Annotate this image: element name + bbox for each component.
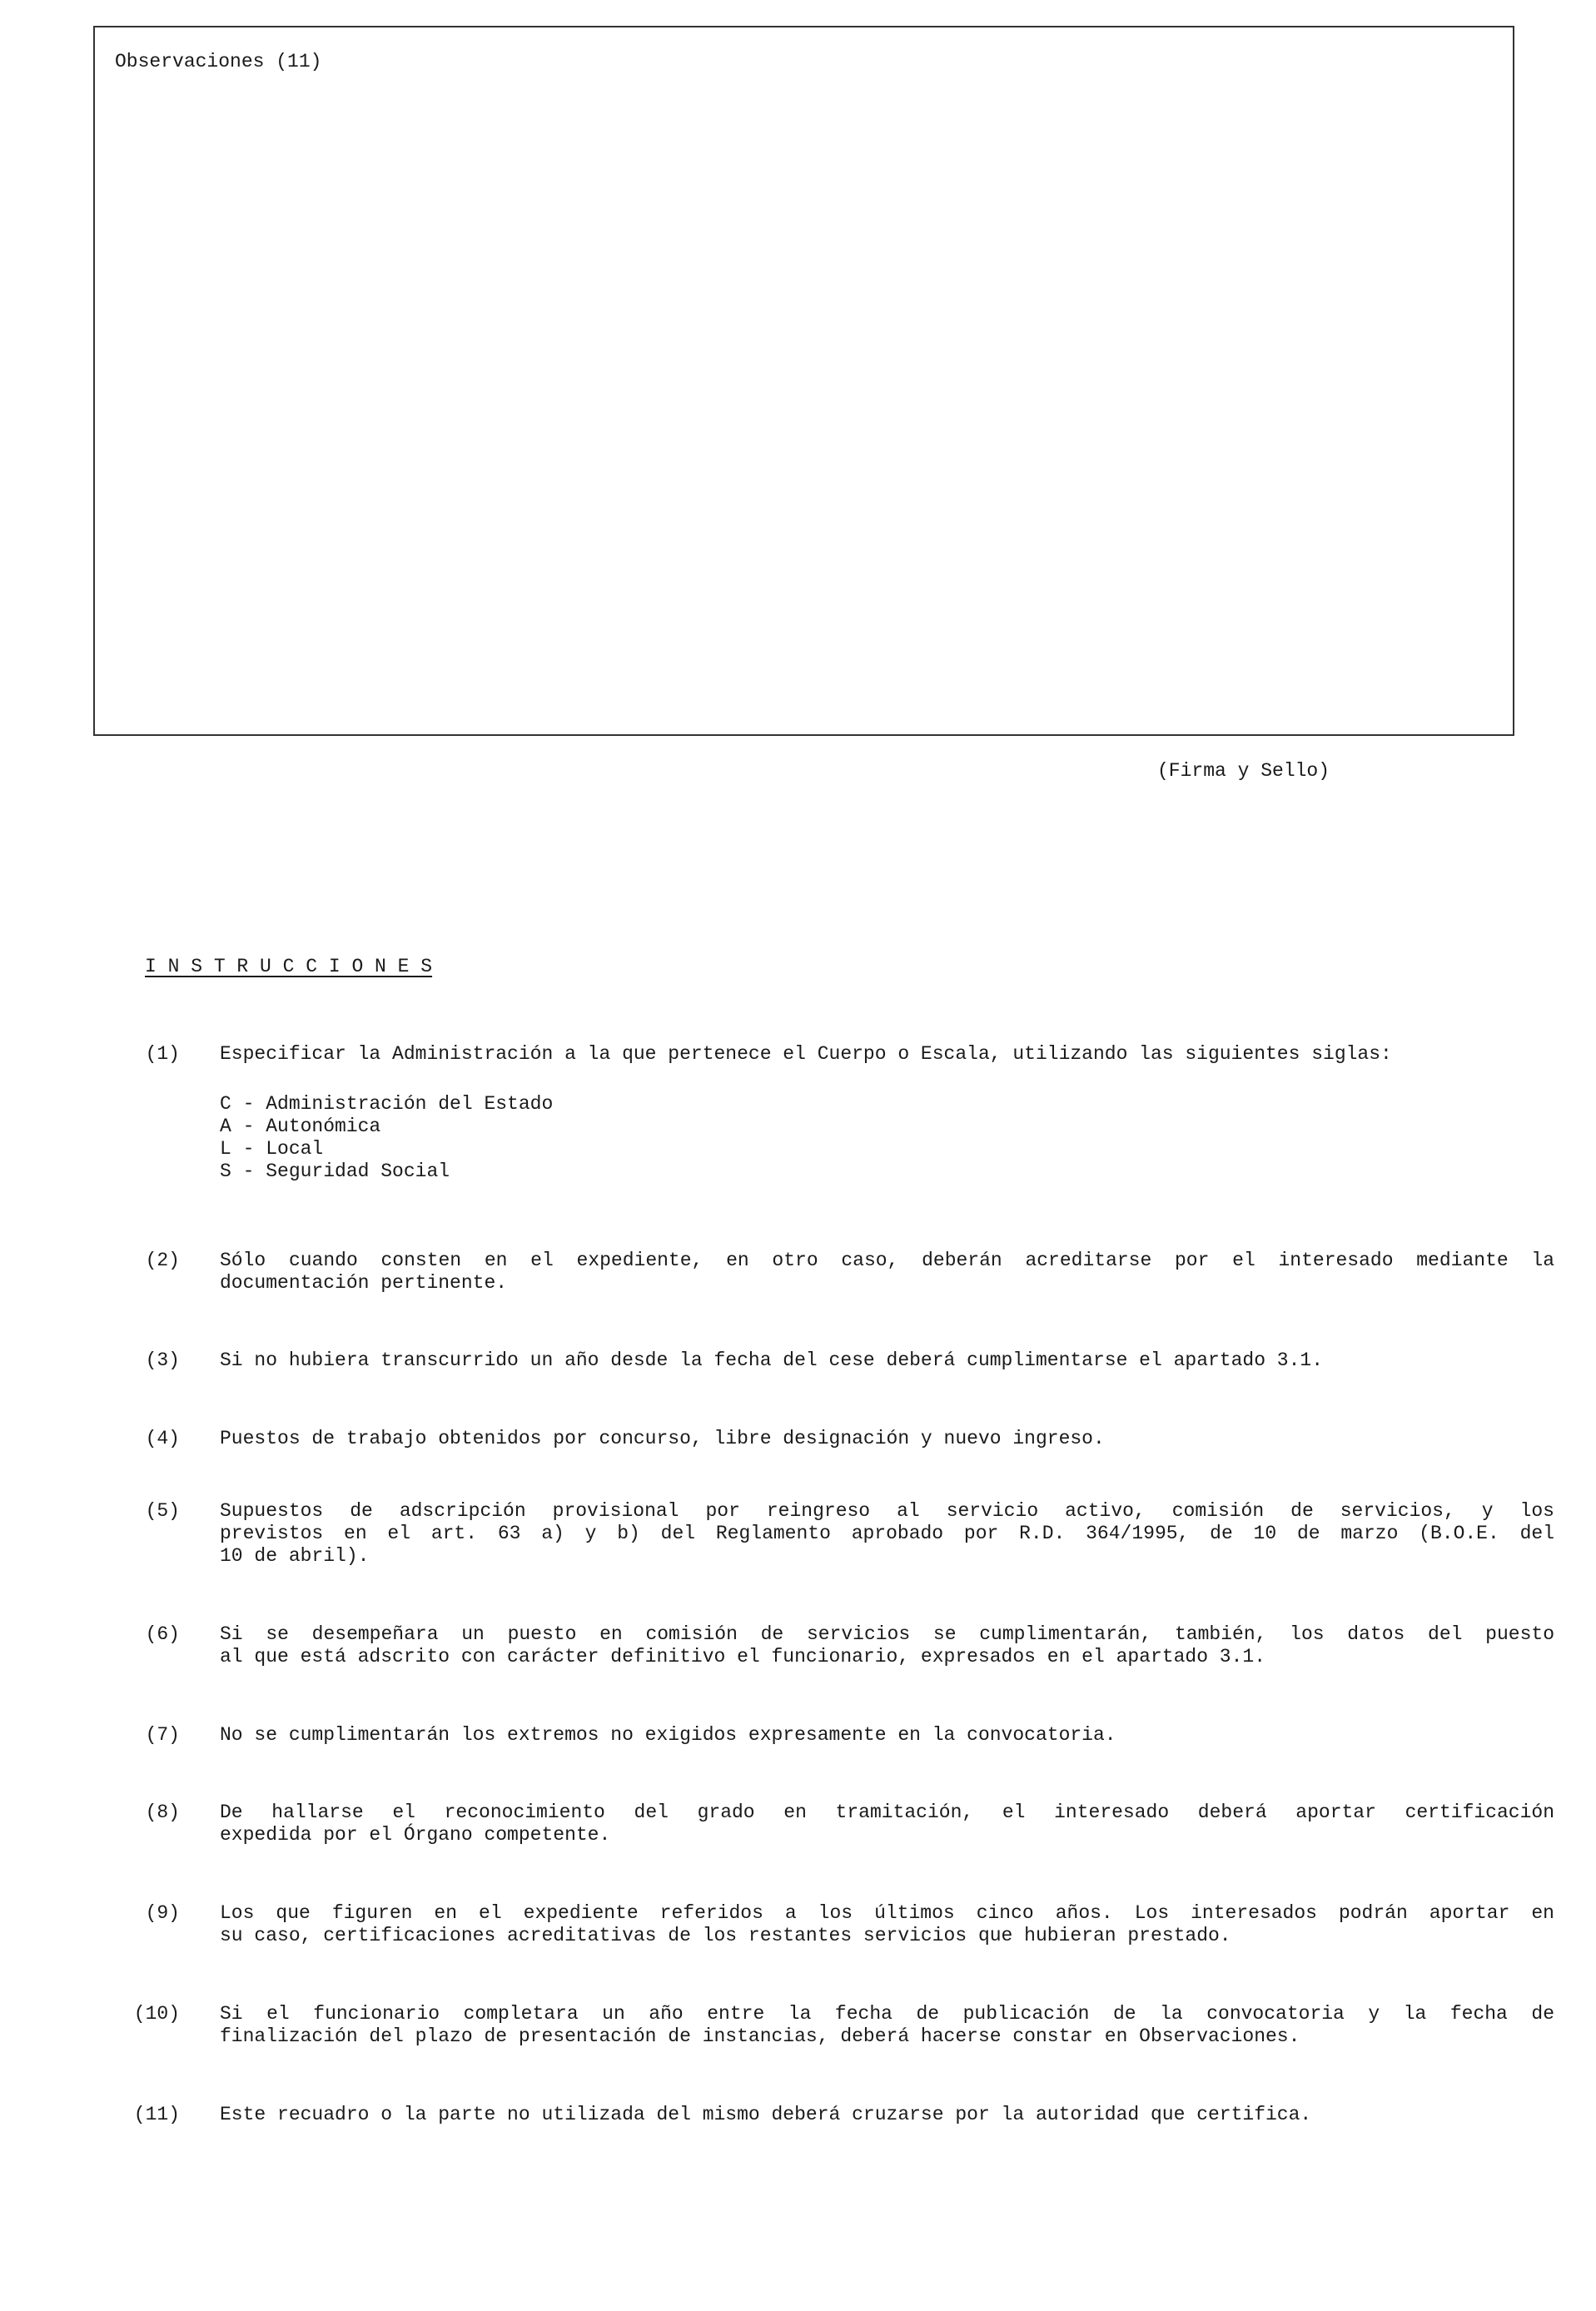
sigla-item: L - Local [220,1138,324,1160]
instrucciones-heading: I N S T R U C C I O N E S [145,956,433,977]
sigla-item: S - Seguridad Social [220,1160,450,1182]
instruccion-line: al que está adscrito con carácter definitivo el funcionario, expresados en el apartado 3.1. [220,1646,1266,1667]
sigla-item: A - Autonómica [220,1116,381,1137]
instruccion-line: De hallarse el reconocimiento del grado en tramitación, el interesado deberá aportar certificación [220,1802,1554,1823]
instruccion-text [220,1623,1554,1668]
instruccion-number: (11) [133,2104,180,2125]
instruccion-text [220,2104,1554,2126]
instruccion-number: (7) [145,1724,180,1746]
instruccion-line: su caso, certificaciones acreditativas de los restantes servicios que hubieran prestado. [220,1925,1231,1946]
instruccion-line: Si el funcionario completara un año entre la fecha de publicación de la convocatoria y la fecha de [220,2003,1554,2025]
instruccion-line: previstos en el art. 63 a) y b) del Reglamento aprobado por R.D. 364/1995, de 10 de marzo (B.O.E. del [220,1523,1554,1544]
instruccion-line: finalización del plazo de presentación de instancias, deberá hacerse constar en Observaciones. [220,2025,1300,2047]
instruccion-number: (3) [145,1349,180,1371]
instruccion-number: (9) [145,1902,180,1924]
instruccion-line: Supuestos de adscripción provisional por reingreso al servicio activo, comisión de servicios, y los [220,1500,1554,1522]
siglas-list [220,1093,553,1183]
instruccion-text [220,1802,1554,1846]
observaciones-box[interactable] [93,26,1514,736]
instruccion-text [220,1250,1554,1295]
instruccion-text [220,1428,1554,1450]
instruccion-text [220,1902,1554,1947]
instruccion-line: Puestos de trabajo obtenidos por concurso, libre designación y nuevo ingreso. [220,1428,1105,1449]
firma-sello-label: (Firma y Sello) [1157,760,1330,782]
instruccion-line: No se cumplimentarán los extremos no exigidos expresamente en la convocatoria. [220,1724,1116,1746]
observaciones-label: Observaciones (11) [115,51,322,72]
instruccion-number: (2) [145,1250,180,1271]
instruccion-number: (5) [145,1500,180,1522]
instruccion-number: (4) [145,1428,180,1449]
instruccion-number: (1) [145,1043,180,1065]
instruccion-line: Si no hubiera transcurrido un año desde la fecha del cese deberá cumplimentarse el apartado 3.1. [220,1349,1324,1371]
instruccion-text [220,1349,1554,1372]
instruccion-line: Este recuadro o la parte no utilizada del mismo deberá cruzarse por la autoridad que certifica. [220,2104,1312,2125]
instruccion-line: Especificar la Administración a la que pertenece el Cuerpo o Escala, utilizando las siguientes siglas: [220,1043,1392,1065]
instruccion-text [220,1724,1554,1747]
instruccion-line: Los que figuren en el expediente referidos a los últimos cinco años. Los interesados podrán aportar en [220,1902,1554,1924]
instruccion-line: 10 de abril). [220,1545,370,1567]
instruccion-text [220,2003,1554,2048]
instruccion-line: documentación pertinente. [220,1272,508,1294]
sigla-item: C - Administración del Estado [220,1093,554,1115]
instruccion-line: expedida por el Órgano competente. [220,1824,611,1846]
instruccion-line: Si se desempeñara un puesto en comisión de servicios se cumplimentarán, también, los datos del puesto [220,1623,1554,1645]
instruccion-number: (6) [145,1623,180,1645]
instruccion-number: (10) [133,2003,180,2025]
instruccion-text [220,1043,1554,1066]
instruccion-number: (8) [145,1802,180,1823]
instruccion-line: Sólo cuando consten en el expediente, en otro caso, deberán acreditarse por el interesado mediante la [220,1250,1554,1271]
instruccion-text [220,1500,1554,1568]
